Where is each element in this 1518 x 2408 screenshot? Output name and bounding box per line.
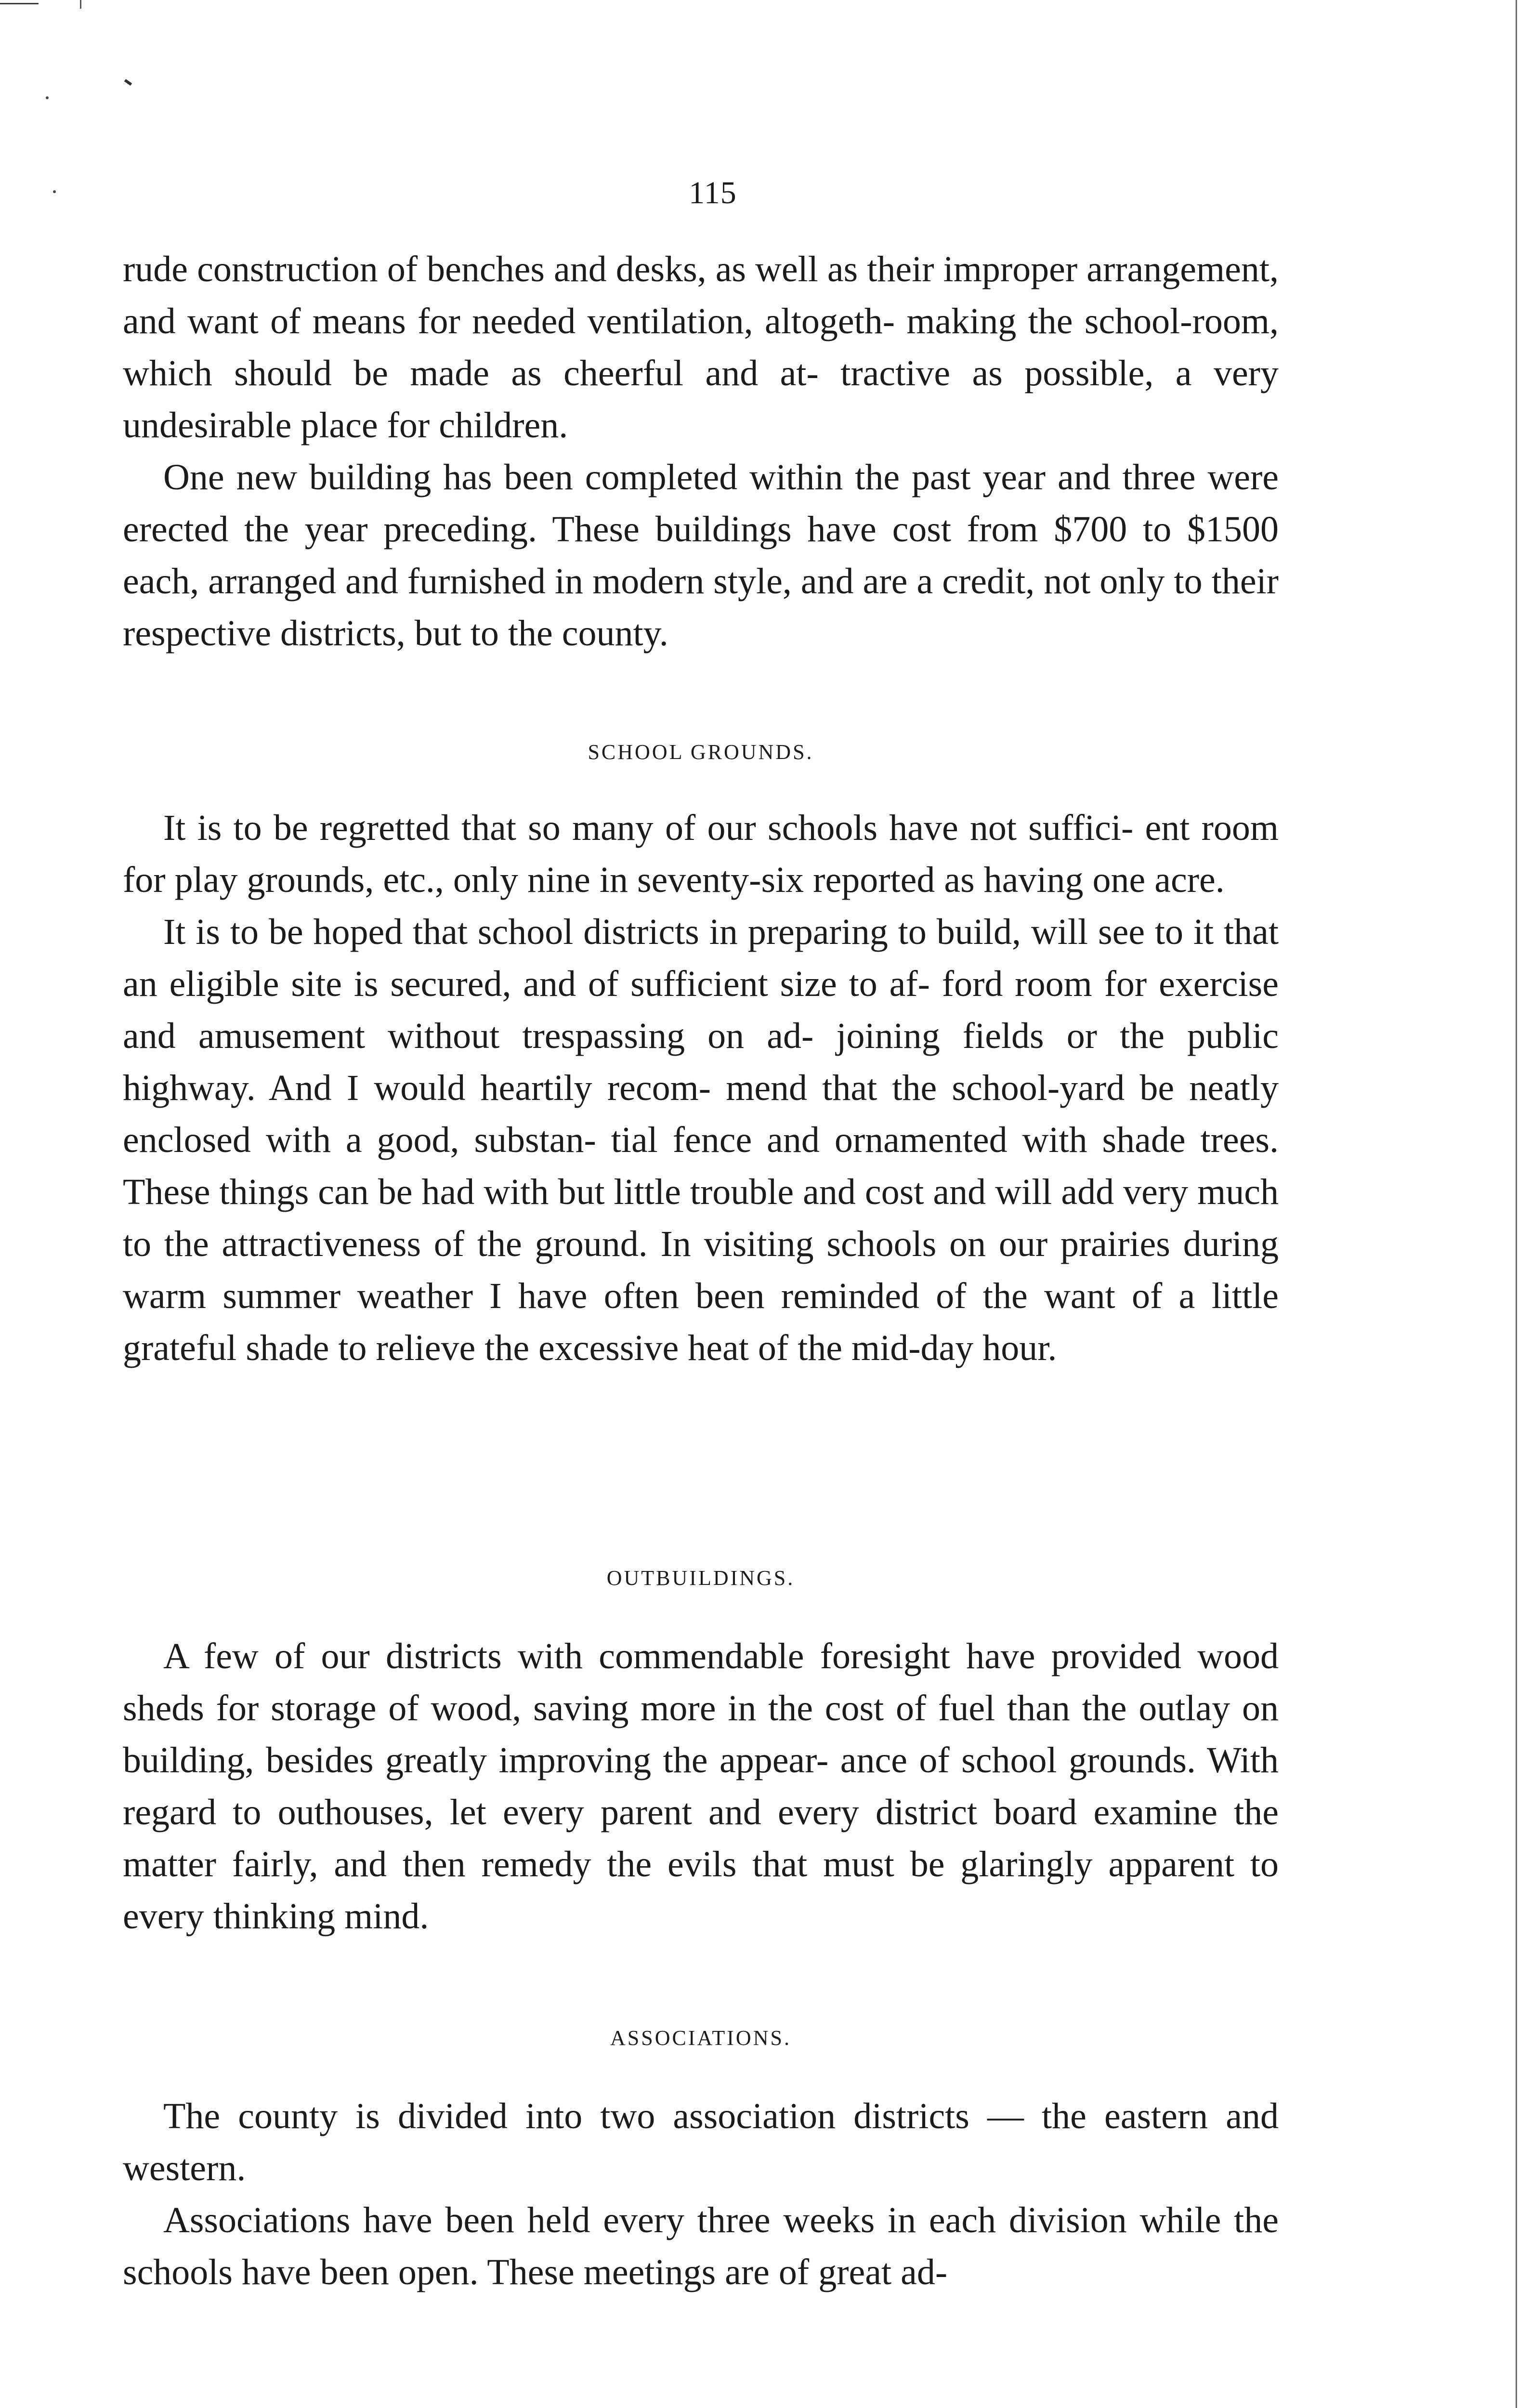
- opening-text: [123, 243, 1279, 659]
- section-heading-school-grounds: SCHOOL GROUNDS.: [588, 740, 814, 764]
- scan-edge-line: [0, 3, 39, 4]
- scan-right-edge: [1516, 0, 1517, 2408]
- outbuildings-text: [123, 1630, 1279, 1942]
- page-number: 115: [689, 175, 737, 210]
- paragraph: It is to be regretted that so many of our schools have not suffici- ent room for play grounds, etc., only nine in seventy-six reported as having one acre.: [123, 808, 1279, 900]
- scan-speck: [53, 190, 56, 193]
- paragraph: The county is divided into two association districts — the eastern and western.: [123, 2096, 1279, 2188]
- paragraph: It is to be hoped that school districts in preparing to build, will see to it that an eligible site is secured, and of sufficient size to af- ford room for exercise and amusement without trespassing on ad- joining fields or the public highway. And I would heartily recom- mend that the school-yard be neatly enclosed with a good, substan- tial fence and ornamented with shade trees. These things can be had with but little trouble and cost and will add very much to the attractiveness of the ground. In visiting schools on our prairies during warm summer weather I have often been reminded of the want of a little grateful shade to relieve the excessive heat of the mid-day hour.: [123, 912, 1279, 1368]
- scan-speck: [46, 96, 49, 99]
- school-grounds-text: [123, 802, 1279, 1374]
- paragraph: One new building has been completed within the past year and three were erected the year preceding. These buildings have cost from $700 to $1500 each, arranged and furnished in modern style, and are a credit, not only to their respective districts, but to the county.: [123, 457, 1279, 654]
- section-heading-associations: ASSOCIATIONS.: [610, 2026, 791, 2050]
- paragraph: rude construction of benches and desks, as well as their improper arrangement, and want of means for needed ventilation, altogeth- making the school-room, which should be made as cheerful and at- tractive as possible, a very undesirable place for children.: [123, 249, 1279, 445]
- paragraph: Associations have been held every three weeks in each division while the schools have been open. These meetings are of great ad-: [123, 2200, 1279, 2292]
- section-heading-outbuildings: OUTBUILDINGS.: [606, 1566, 795, 1590]
- associations-text: [123, 2090, 1279, 2298]
- scan-corner-mark: [80, 0, 81, 9]
- paragraph: A few of our districts with commendable foresight have provided wood sheds for storage of wood, saving more in the cost of fuel than the outlay on building, besides greatly improving the appear- ance of school grounds. With regard to outhouses, let every parent and every district board examine the matter fairly, and then remedy the evils that must be glaringly apparent to every thinking mind.: [123, 1636, 1279, 1937]
- scan-mark: [124, 79, 132, 86]
